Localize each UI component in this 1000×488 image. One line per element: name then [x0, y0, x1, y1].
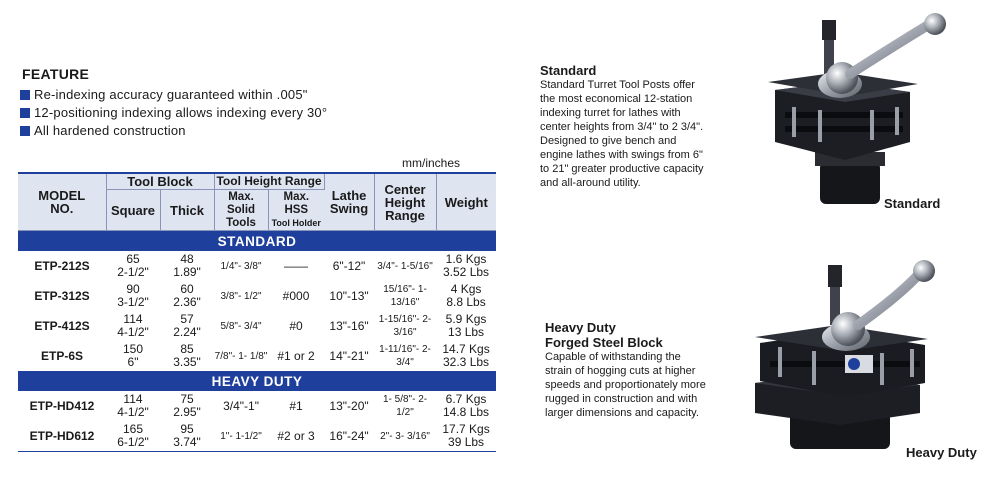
weight-cell: 5.9 Kgs 13 Lbs — [445, 312, 487, 339]
thick-cell: 95 3.74" — [160, 421, 214, 452]
col-thick: Thick — [160, 190, 214, 231]
center-cell: 2"- 3- 3/16" — [374, 421, 436, 452]
desc-line: Designed to give bench and — [540, 135, 677, 147]
standard-photo-label: Standard — [884, 196, 941, 211]
col-lathe-swing: Lathe Swing — [324, 173, 374, 231]
desc-line: Standard Turret Tool Posts offer — [540, 79, 695, 91]
solid-cell: 3/8"- 1/2" — [220, 290, 262, 302]
square-cell: 114 4-1/2" — [117, 312, 149, 339]
center-cell: 15/16"- 1-13/16" — [383, 284, 427, 308]
hss-cell: #0 — [289, 318, 303, 333]
square-cell: 90 3-1/2" — [117, 282, 149, 309]
thick-cell: 85 3.35" — [173, 342, 201, 369]
table-row — [18, 251, 496, 281]
standard-description — [540, 63, 760, 190]
swing-cell: 6"-12" — [332, 258, 366, 273]
heavy-duty-title: Heavy Duty — [545, 320, 616, 335]
square-cell: 65 2-1/2" — [117, 252, 149, 279]
hss-cell: #2 or 3 — [268, 421, 324, 452]
weight-cell: 4 Kgs 8.8 Lbs — [446, 282, 486, 309]
center-cell: 3/4"- 1-5/16" — [377, 260, 433, 272]
weight-cell: 17.7 Kgs 39 Lbs — [436, 421, 496, 452]
swing-cell: 13"-16" — [329, 318, 369, 333]
model-cell: ETP-412S — [34, 318, 90, 333]
model-cell: ETP-HD412 — [29, 398, 95, 413]
thick-cell: 60 2.36" — [173, 282, 201, 309]
solid-cell: 5/8"- 3/4" — [220, 320, 262, 332]
feature-heading: FEATURE — [22, 66, 90, 82]
thick-cell: 57 2.24" — [173, 312, 201, 339]
weight-cell: 6.7 Kgs 14.8 Lbs — [443, 392, 490, 419]
hss-cell: —— — [284, 258, 309, 273]
table-row — [18, 341, 496, 371]
center-cell: 1- 5/8"- 2- 1/2" — [382, 394, 428, 418]
desc-line: rugged in construction and with — [545, 393, 698, 405]
swing-cell: 10"-13" — [329, 288, 369, 303]
desc-line: indexing turret for lathes with — [540, 107, 681, 119]
desc-line: and all-around utility. — [540, 177, 641, 189]
hss-cell: #1 — [289, 398, 303, 413]
col-max-solid: Max. Solid Tools — [214, 190, 268, 231]
swing-cell: 16"-24" — [324, 421, 374, 452]
square-cell: 114 4-1/2" — [117, 392, 149, 419]
units-label: mm/inches — [402, 156, 461, 170]
heavy-duty-photo-label: Heavy Duty — [906, 445, 977, 460]
col-tool-height-range: Tool Height Range — [214, 173, 324, 190]
table-row — [18, 281, 496, 311]
col-weight: Weight — [436, 173, 496, 231]
feature-item: All hardened construction — [20, 122, 327, 140]
solid-cell: 1"- 1-1/2" — [214, 421, 268, 452]
thick-cell: 48 1.89" — [173, 252, 201, 279]
center-cell: 1-15/16"- 2-3/16" — [378, 314, 432, 338]
col-square: Square — [106, 190, 160, 231]
weight-cell: 14.7 Kgs 32.3 Lbs — [442, 342, 490, 369]
square-cell: 150 6" — [122, 342, 144, 369]
desc-line: speeds and proportionately more — [545, 379, 706, 391]
weight-cell: 1.6 Kgs 3.52 Lbs — [443, 252, 490, 279]
turret-tool-post-heavy-duty-image — [750, 255, 990, 455]
model-cell: ETP-312S — [34, 288, 90, 303]
desc-line: larger dimensions and capacity. — [545, 407, 699, 419]
solid-cell: 1/4"- 3/8" — [220, 260, 262, 272]
desc-line: strain of hogging cuts at higher — [545, 365, 696, 377]
table-row — [18, 391, 496, 421]
desc-line: to 21" greater productive capacity — [540, 163, 704, 175]
model-cell: ETP-212S — [34, 258, 90, 273]
center-cell: 1-11/16"- 2-3/4" — [379, 344, 431, 368]
feature-item: Re-indexing accuracy guaranteed within .005" — [20, 86, 327, 104]
col-model: MODEL NO. — [18, 173, 106, 231]
model-cell: ETP-6S — [40, 348, 83, 363]
table-row — [18, 421, 496, 452]
desc-line: the most economical 12-station — [540, 93, 693, 105]
standard-title: Standard — [540, 63, 597, 78]
col-max-hss: Max. HSS Tool Holder — [268, 190, 324, 231]
spec-table — [18, 172, 496, 452]
desc-line: Capable of withstanding the — [545, 351, 681, 363]
model-cell: ETP-HD612 — [18, 421, 106, 452]
square-cell: 165 6-1/2" — [106, 421, 160, 452]
col-center-height: Center Height Range — [374, 173, 436, 231]
solid-cell: 7/8"- 1- 1/8" — [214, 350, 268, 362]
heavy-duty-subtitle: Forged Steel Block — [545, 335, 663, 350]
section-standard: STANDARD — [18, 231, 496, 252]
desc-line: engine lathes with swings from 6" — [540, 149, 703, 161]
section-heavy-duty: HEAVY DUTY — [18, 371, 496, 391]
thick-cell: 75 2.95" — [173, 392, 201, 419]
feature-item: 12-positioning indexing allows indexing every 30° — [20, 104, 327, 122]
table-row — [18, 311, 496, 341]
feature-list — [20, 86, 327, 140]
hss-cell: #1 or 2 — [277, 348, 315, 363]
swing-cell: 14"-21" — [329, 348, 369, 363]
solid-cell: 3/4"-1" — [223, 398, 259, 413]
heavy-duty-description — [545, 320, 755, 420]
swing-cell: 13"-20" — [329, 398, 369, 413]
desc-line: center heights from 3/4" to 2 3/4". — [540, 121, 704, 133]
hss-cell: #000 — [282, 288, 310, 303]
col-tool-block: Tool Block — [106, 173, 214, 190]
turret-tool-post-standard-image — [760, 12, 990, 212]
